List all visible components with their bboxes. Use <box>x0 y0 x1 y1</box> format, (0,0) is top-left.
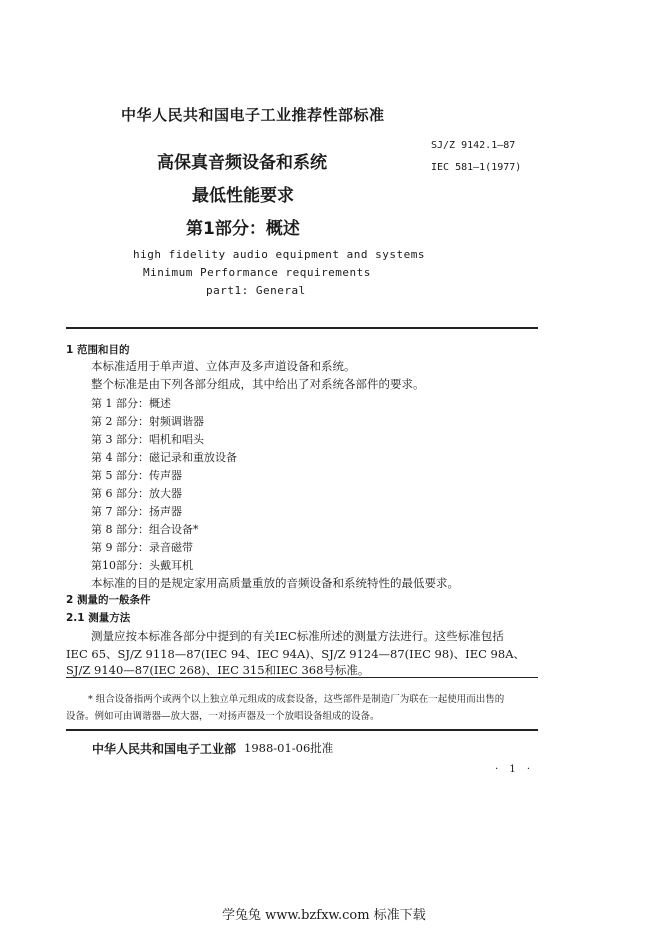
english-title-line-2: Minimum Performance requirements <box>143 266 371 279</box>
title-line-1: 高保真音频设备和系统 <box>157 153 327 173</box>
approving-authority: 中华人民共和国电子工业部 <box>92 742 237 756</box>
section-2-1-heading: 2.1 测量方法 <box>66 612 131 624</box>
title-line-3: 第1部分：概述 <box>186 219 300 239</box>
part-list-item: 第 2 部分：射频调谐器 <box>91 415 204 428</box>
part-list-item: 第 4 部分：磁记录和重放设备 <box>91 451 237 464</box>
part-list-item: 第10部分：头戴耳机 <box>91 559 193 572</box>
approval-date: 1988-01-06批准 <box>244 741 334 755</box>
footnote-divider <box>66 677 538 678</box>
section-1-paragraph-1: 本标准适用于单声道、立体声及多声道设备和系统。 <box>91 359 356 373</box>
part-list-item: 第 6 部分：放大器 <box>91 487 182 500</box>
english-title-line-1: high fidelity audio equipment and systems <box>133 248 426 261</box>
section-1-paragraph-3: 本标准的目的是规定家用高质量重放的音频设备和系统特性的最低要求。 <box>91 576 459 590</box>
part-list-item: 第 1 部分：概述 <box>91 397 171 410</box>
part-list-item: 第 9 部分：录音磁带 <box>91 541 193 554</box>
title-line-2: 最低性能要求 <box>192 186 294 206</box>
issuing-authority: 中华人民共和国电子工业推荐性部标准 <box>121 106 385 124</box>
section-2-1-line-1: 测量应按本标准各部分中提到的有关IEC标准所述的测量方法进行。这些标准包括 <box>91 629 504 643</box>
footer-divider <box>66 729 538 731</box>
iec-equivalent-number: IEC 581—1(1977) <box>431 162 522 173</box>
section-1-paragraph-2: 整个标准是由下列各部分组成，其中给出了对系统各部件的要求。 <box>91 377 425 391</box>
page-number: · 1 · <box>495 764 535 775</box>
footnote-line-1: * 组合设备指两个或两个以上独立单元组成的成套设备，这些部件是制造厂为联在一起使用而出售的 <box>88 694 505 705</box>
section-2-heading: 2 测量的一般条件 <box>66 594 151 606</box>
part-list-item: 第 5 部分：传声器 <box>91 469 182 482</box>
part-list-item: 第 8 部分：组合设备* <box>91 523 199 536</box>
part-list-item: 第 3 部分：唱机和唱头 <box>91 433 204 446</box>
footnote-line-2: 设备。例如可由调谐器—放大器，一对扬声器及一个放唱设备组成的设备。 <box>66 711 380 722</box>
section-1-heading: 1 范围和目的 <box>66 344 130 356</box>
title-divider <box>66 327 538 329</box>
section-2-1-line-2: IEC 65、SJ/Z 9118—87(IEC 94、IEC 94A)、SJ/Z 9124—87(IEC 98)、IEC 98A、 <box>66 647 525 661</box>
english-title-line-3: part1: General <box>206 284 306 297</box>
standard-number: SJ/Z 9142.1—87 <box>431 140 516 151</box>
section-2-1-line-3: SJ/Z 9140—87(IEC 268)、IEC 315和IEC 368号标准。 <box>66 663 370 677</box>
site-watermark: 学兔兔 www.bzfxw.com 标准下载 <box>222 908 426 923</box>
part-list-item: 第 7 部分：扬声器 <box>91 505 182 518</box>
